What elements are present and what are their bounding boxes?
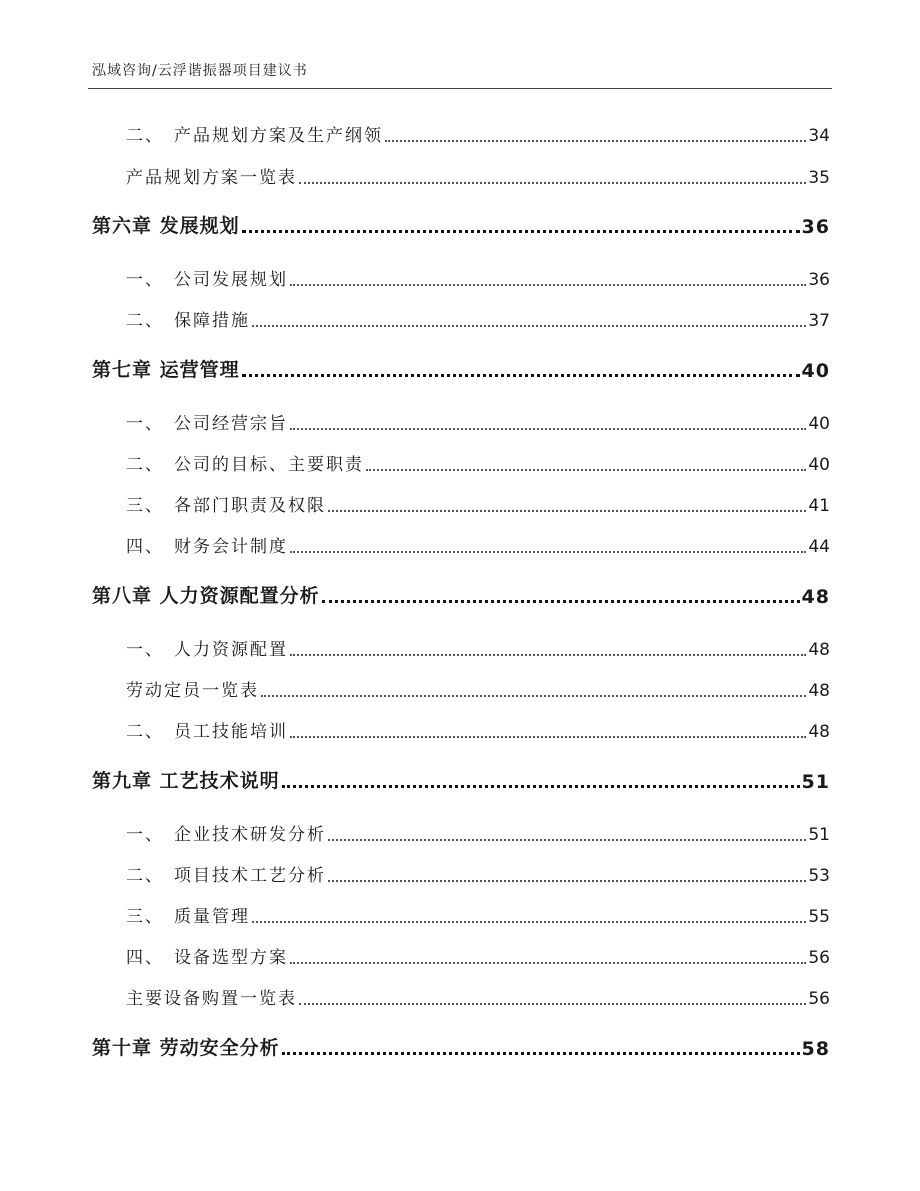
- toc-section-entry[interactable]: [92, 675, 830, 701]
- toc-entry-number: 二、: [126, 455, 164, 475]
- toc-entry-text: 各部门职责及权限: [174, 496, 326, 516]
- toc-entry-number: 四、: [126, 537, 164, 557]
- toc-page-number: 48: [808, 722, 830, 742]
- toc-entry-text: 主要设备购置一览表: [126, 989, 297, 1009]
- toc-entry-text: 第八章 人力资源配置分析: [92, 585, 320, 607]
- toc-entry-text: 第六章 发展规划: [92, 215, 240, 237]
- toc-entry-number: 一、: [126, 640, 164, 660]
- dot-leader: [282, 1052, 800, 1055]
- toc-page-number: 55: [808, 907, 830, 927]
- toc-page-number: 53: [808, 866, 830, 886]
- toc-entry-number: 一、: [126, 270, 164, 290]
- toc-chapter-entry[interactable]: [92, 212, 830, 238]
- toc-entry-label: [92, 211, 240, 238]
- toc-entry-text: 第十章 劳动安全分析: [92, 1037, 280, 1059]
- toc-entry-text: 设备选型方案: [174, 948, 288, 968]
- toc-entry-number: 四、: [126, 948, 164, 968]
- toc-entry-label: [92, 820, 326, 845]
- dot-leader: [328, 839, 806, 841]
- toc-page-number: 35: [808, 168, 830, 188]
- toc-entry-label: [92, 491, 326, 516]
- toc-section-entry[interactable]: [92, 490, 830, 516]
- toc-chapter-entry[interactable]: [92, 767, 830, 793]
- dot-leader: [242, 230, 800, 233]
- dot-leader: [366, 469, 806, 471]
- toc-entry-label: [92, 1033, 280, 1060]
- toc-entry-text: 保障措施: [174, 311, 250, 331]
- toc-entry-label: [92, 676, 259, 701]
- toc-page-number: 51: [801, 771, 830, 793]
- toc-chapter-entry[interactable]: [92, 1034, 830, 1060]
- dot-leader: [290, 736, 806, 738]
- toc-section-entry[interactable]: [92, 860, 830, 886]
- toc-chapter-entry[interactable]: [92, 582, 830, 608]
- toc-entry-number: 三、: [126, 907, 164, 927]
- toc-entry-label: [92, 581, 320, 608]
- toc-entry-label: [92, 902, 250, 927]
- dot-leader: [282, 785, 800, 788]
- toc-page-number: 41: [808, 496, 830, 516]
- toc-entry-text: 公司发展规划: [174, 270, 288, 290]
- toc-entry-text: 公司经营宗旨: [174, 414, 288, 434]
- dot-leader: [261, 695, 806, 697]
- toc-entry-number: 二、: [126, 311, 164, 331]
- dot-leader: [290, 428, 806, 430]
- toc-entry-number: 一、: [126, 825, 164, 845]
- toc-entry-label: [92, 766, 280, 793]
- toc-page-number: 36: [801, 216, 830, 238]
- running-header: 泓域咨询/云浮谐振器项目建议书: [92, 63, 308, 79]
- toc-page-number: 48: [808, 640, 830, 660]
- dot-leader: [299, 182, 806, 184]
- toc-section-entry[interactable]: [92, 901, 830, 927]
- dot-leader: [252, 921, 806, 923]
- toc-entry-label: [92, 861, 326, 886]
- toc-entry-label: [92, 532, 288, 557]
- toc-entry-label: [92, 265, 288, 290]
- toc-page-number: 58: [801, 1038, 830, 1060]
- dot-leader: [242, 374, 800, 377]
- toc-entry-text: 质量管理: [174, 907, 250, 927]
- toc-entry-text: 员工技能培训: [174, 722, 288, 742]
- toc-entry-text: 企业技术研发分析: [174, 825, 326, 845]
- toc-chapter-entry[interactable]: [92, 356, 830, 382]
- toc-entry-label: [92, 717, 288, 742]
- toc-entry-label: [92, 635, 288, 660]
- toc-section-entry[interactable]: [92, 634, 830, 660]
- toc-entry-label: [92, 943, 288, 968]
- toc-entry-text: 产品规划方案及生产纲领: [174, 126, 383, 146]
- toc-section-entry[interactable]: [92, 716, 830, 742]
- toc-page-number: 40: [808, 414, 830, 434]
- toc-page-number: 56: [808, 989, 830, 1009]
- toc-entry-label: [92, 450, 364, 475]
- dot-leader: [328, 510, 806, 512]
- toc-section-entry[interactable]: [92, 264, 830, 290]
- dot-leader: [328, 880, 806, 882]
- dot-leader: [290, 654, 806, 656]
- toc-section-entry[interactable]: [92, 942, 830, 968]
- toc-entry-label: [92, 409, 288, 434]
- toc-entry-number: 二、: [126, 866, 164, 886]
- toc-entry-label: [92, 984, 297, 1009]
- dot-leader: [299, 1003, 806, 1005]
- toc-entry-number: 三、: [126, 496, 164, 516]
- header-rule: [88, 88, 832, 89]
- toc-section-entry[interactable]: [92, 531, 830, 557]
- toc-entry-number: 一、: [126, 414, 164, 434]
- toc-page-number: 40: [801, 360, 830, 382]
- toc-section-entry[interactable]: [92, 305, 830, 331]
- toc-page-number: 36: [808, 270, 830, 290]
- toc-entry-text: 第七章 运营管理: [92, 359, 240, 381]
- toc-page-number: 51: [808, 825, 830, 845]
- toc-entry-number: 二、: [126, 722, 164, 742]
- toc-page-number: 34: [808, 126, 830, 146]
- toc-entry-label: [92, 306, 250, 331]
- toc-entry-text: 人力资源配置: [174, 640, 288, 660]
- toc-entry-label: [92, 355, 240, 382]
- dot-leader: [290, 551, 806, 553]
- toc-entry-text: 劳动定员一览表: [126, 681, 259, 701]
- toc-page-number: 40: [808, 455, 830, 475]
- dot-leader: [322, 600, 800, 603]
- toc-page-number: 48: [808, 681, 830, 701]
- toc-section-entry[interactable]: [92, 408, 830, 434]
- toc-entry-text: 产品规划方案一览表: [126, 168, 297, 188]
- toc-entry-label: [92, 121, 383, 146]
- toc-section-entry[interactable]: [92, 449, 830, 475]
- dot-leader: [385, 140, 806, 142]
- dot-leader: [290, 284, 806, 286]
- toc-page-number: 44: [808, 537, 830, 557]
- toc-page-number: 48: [801, 586, 830, 608]
- toc-entry-text: 项目技术工艺分析: [174, 866, 326, 886]
- toc-page-number: 37: [808, 311, 830, 331]
- toc-entry-text: 第九章 工艺技术说明: [92, 770, 280, 792]
- dot-leader: [252, 325, 806, 327]
- toc-page-number: 56: [808, 948, 830, 968]
- toc-entry-number: 二、: [126, 126, 164, 146]
- toc-section-entry[interactable]: [92, 983, 830, 1009]
- toc-entry-label: [92, 163, 297, 188]
- toc-section-entry[interactable]: [92, 120, 830, 146]
- dot-leader: [290, 962, 806, 964]
- toc-entry-text: 公司的目标、主要职责: [174, 455, 364, 475]
- toc-entry-text: 财务会计制度: [174, 537, 288, 557]
- toc-section-entry[interactable]: [92, 162, 830, 188]
- toc-section-entry[interactable]: [92, 819, 830, 845]
